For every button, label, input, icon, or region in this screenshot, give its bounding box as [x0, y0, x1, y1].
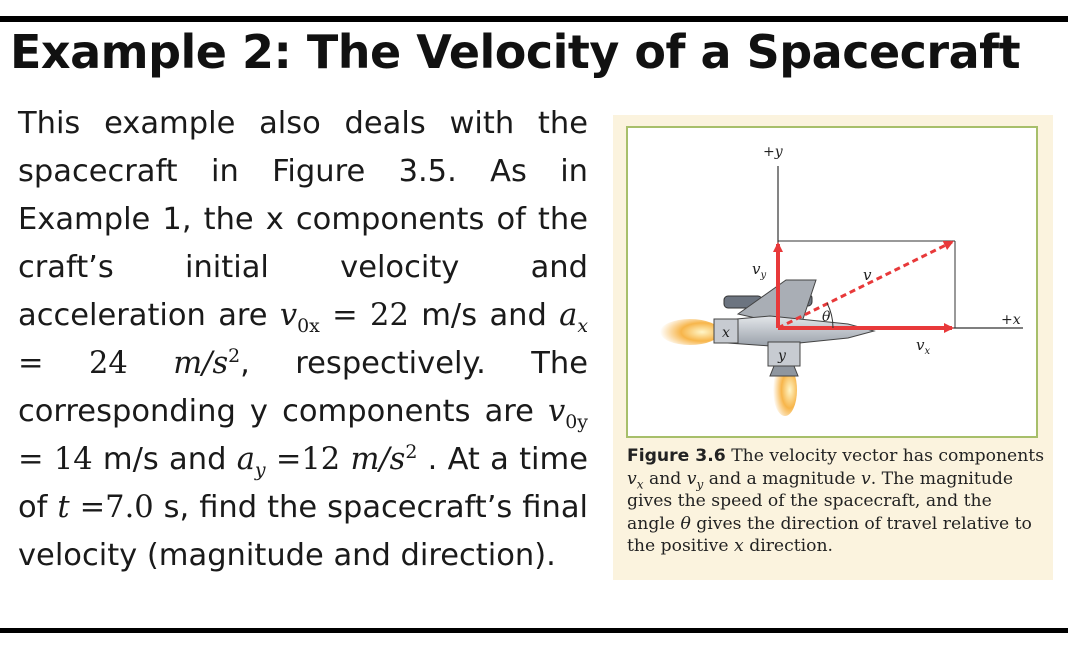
- velocity-vector-diagram: [628, 128, 1036, 436]
- and-word-2: and: [169, 442, 227, 477]
- page-title: Example 2: The Velocity of a Spacecraft: [10, 25, 1021, 79]
- ay-unit: m/s: [350, 442, 406, 477]
- caption-theta: θ: [680, 513, 691, 534]
- caption-vx: v: [627, 468, 637, 489]
- problem-part-3: . At a time of: [18, 442, 588, 525]
- top-rule: [0, 16, 1068, 22]
- problem-part-4: , find the spacecraft’s final velocity (magnitude and direction).: [18, 490, 588, 573]
- v0y-symbol: v: [548, 394, 566, 429]
- bottom-thruster-nozzle: [770, 366, 798, 376]
- ax-value: = 24: [18, 346, 128, 381]
- problem-part-1: This example also deals with the spacecraft in Figure 3.5. As in Example 1, the x components of the craft’s initial velocity and acceleration are: [18, 106, 588, 333]
- caption-text-5: gives the direction of travel relative to the positive: [627, 513, 1032, 556]
- vy-label-main: v: [752, 260, 761, 278]
- ay-subscript: y: [254, 459, 266, 482]
- t-value: =7.0: [69, 490, 154, 525]
- figure-frame: [626, 126, 1038, 438]
- caption-text-2: and: [643, 468, 687, 489]
- vx-label: [916, 336, 930, 357]
- ax-unit: m/s: [173, 346, 229, 381]
- ay-value: =12: [265, 442, 341, 477]
- v-label: v: [863, 266, 872, 284]
- craft-y-label: y: [778, 348, 786, 364]
- problem-part-2: , respectively. The corresponding y components are: [18, 346, 588, 429]
- caption-v: v: [860, 468, 871, 489]
- spacecraft-illustration: [660, 280, 874, 416]
- caption-text-3: and a magnitude: [703, 468, 861, 489]
- caption-vx-sub: x: [636, 476, 644, 491]
- caption-x: x: [734, 536, 744, 556]
- figure-panel: [613, 115, 1053, 580]
- and-word-1: and: [489, 298, 547, 333]
- ay-unit-exponent: 2: [405, 440, 418, 463]
- v0x-symbol: v: [279, 298, 298, 333]
- caption-figure-label: Figure 3.6: [627, 446, 726, 466]
- figure-caption: [627, 445, 1045, 558]
- bottom-rule: [0, 628, 1068, 633]
- v0y-value: = 14: [18, 442, 93, 477]
- vy-label: [752, 260, 766, 281]
- vx-label-main: v: [916, 336, 925, 354]
- v0x-unit: m/s: [421, 298, 478, 333]
- caption-vy: v: [686, 468, 697, 489]
- theta-label: θ: [822, 309, 831, 325]
- caption-text-1: The velocity vector has components: [725, 446, 1045, 466]
- problem-text: [18, 100, 588, 580]
- caption-vy-sub: y: [696, 476, 704, 491]
- vy-label-sub: y: [760, 270, 767, 281]
- v0y-subscript: 0y: [565, 411, 588, 434]
- t-symbol: t: [57, 490, 70, 525]
- v0x-value: = 22: [319, 298, 409, 333]
- plus-y-label: +y: [763, 144, 783, 160]
- plus-x-label: +x: [1001, 312, 1021, 328]
- caption-text-4: . The magnitude gives the speed of the spacecraft, and the angle: [627, 468, 1014, 534]
- rear-jet-flame: [660, 319, 720, 345]
- ax-symbol: a: [559, 298, 578, 333]
- craft-x-label: x: [722, 325, 730, 341]
- caption-text-6: direction.: [743, 536, 833, 556]
- ax-subscript: x: [577, 315, 589, 338]
- v0y-unit: m/s: [102, 442, 159, 477]
- ax-unit-exponent: 2: [228, 344, 241, 367]
- vx-label-sub: x: [924, 346, 931, 357]
- t-unit: s: [163, 490, 180, 525]
- v0x-subscript: 0x: [297, 315, 320, 338]
- ay-symbol: a: [236, 442, 255, 477]
